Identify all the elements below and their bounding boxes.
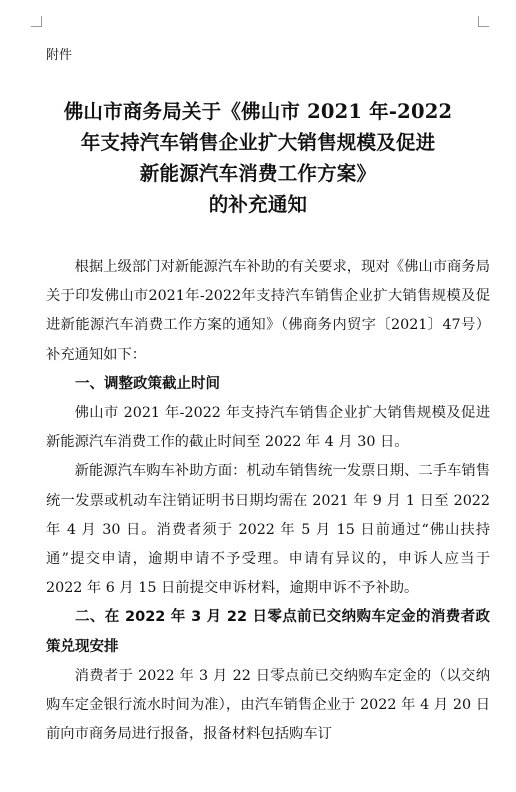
title-line-3: 新能源汽车消费工作方案》 [139, 162, 377, 185]
intro-paragraph: 根据上级部门对新能源汽车补助的有关要求，现对《佛山市商务局关于印发佛山市2021年-2022年支持汽车销售企业扩大销售规模及促进新能源汽车消费工作方案的通知》（佛商务内贸字〔2021〕47号）补充通知如下： [46, 259, 490, 363]
page-corner-mark-left [31, 16, 42, 27]
title-line-1: 佛山市商务局关于《佛山市 2021 年-2022 [63, 100, 453, 123]
section-heading-2: 二、在 2022 年 3 月 22 日零点前已交纳购车定金的消费者政策兑现安排 [46, 609, 490, 655]
paragraph-3: 消费者于 2022 年 3 月 22 日零点前已交纳购车定金的（以交纳购车定金银行流水时间为准），由汽车销售企业于 2022 年 4 月 20 日前向市商务局进行报备，报备材料包括购车订 [46, 667, 490, 743]
document-body [46, 253, 490, 749]
title-line-2: 年支持汽车销售企业扩大销售规模及促进 [80, 131, 436, 154]
paragraph-2: 新能源汽车购车补助方面：机动车销售统一发票日期、二手车销售统一发票或机动车注销证明书日期均需在 2021 年 9 月 1 日至 2022 年 4 月 30 日。消费者须于 2022 年 5 月 15 日前通过“佛山扶持通”提交申请，逾期申请不予受理。申请有异议的，申诉人应当于 2022 年 6 月 15 日前提交申诉材料，逾期申诉不予补助。 [46, 463, 490, 597]
document-title [38, 96, 478, 220]
title-line-4: 的补充通知 [208, 193, 308, 216]
attachment-label: 附件 [46, 48, 73, 63]
page-corner-mark-right [478, 16, 489, 27]
paragraph-1: 佛山市 2021 年-2022 年支持汽车销售企业扩大销售规模及促进新能源汽车消费工作的截止时间至 2022 年 4 月 30 日。 [46, 405, 490, 451]
section-heading-1: 一、调整政策截止时间 [75, 375, 220, 392]
